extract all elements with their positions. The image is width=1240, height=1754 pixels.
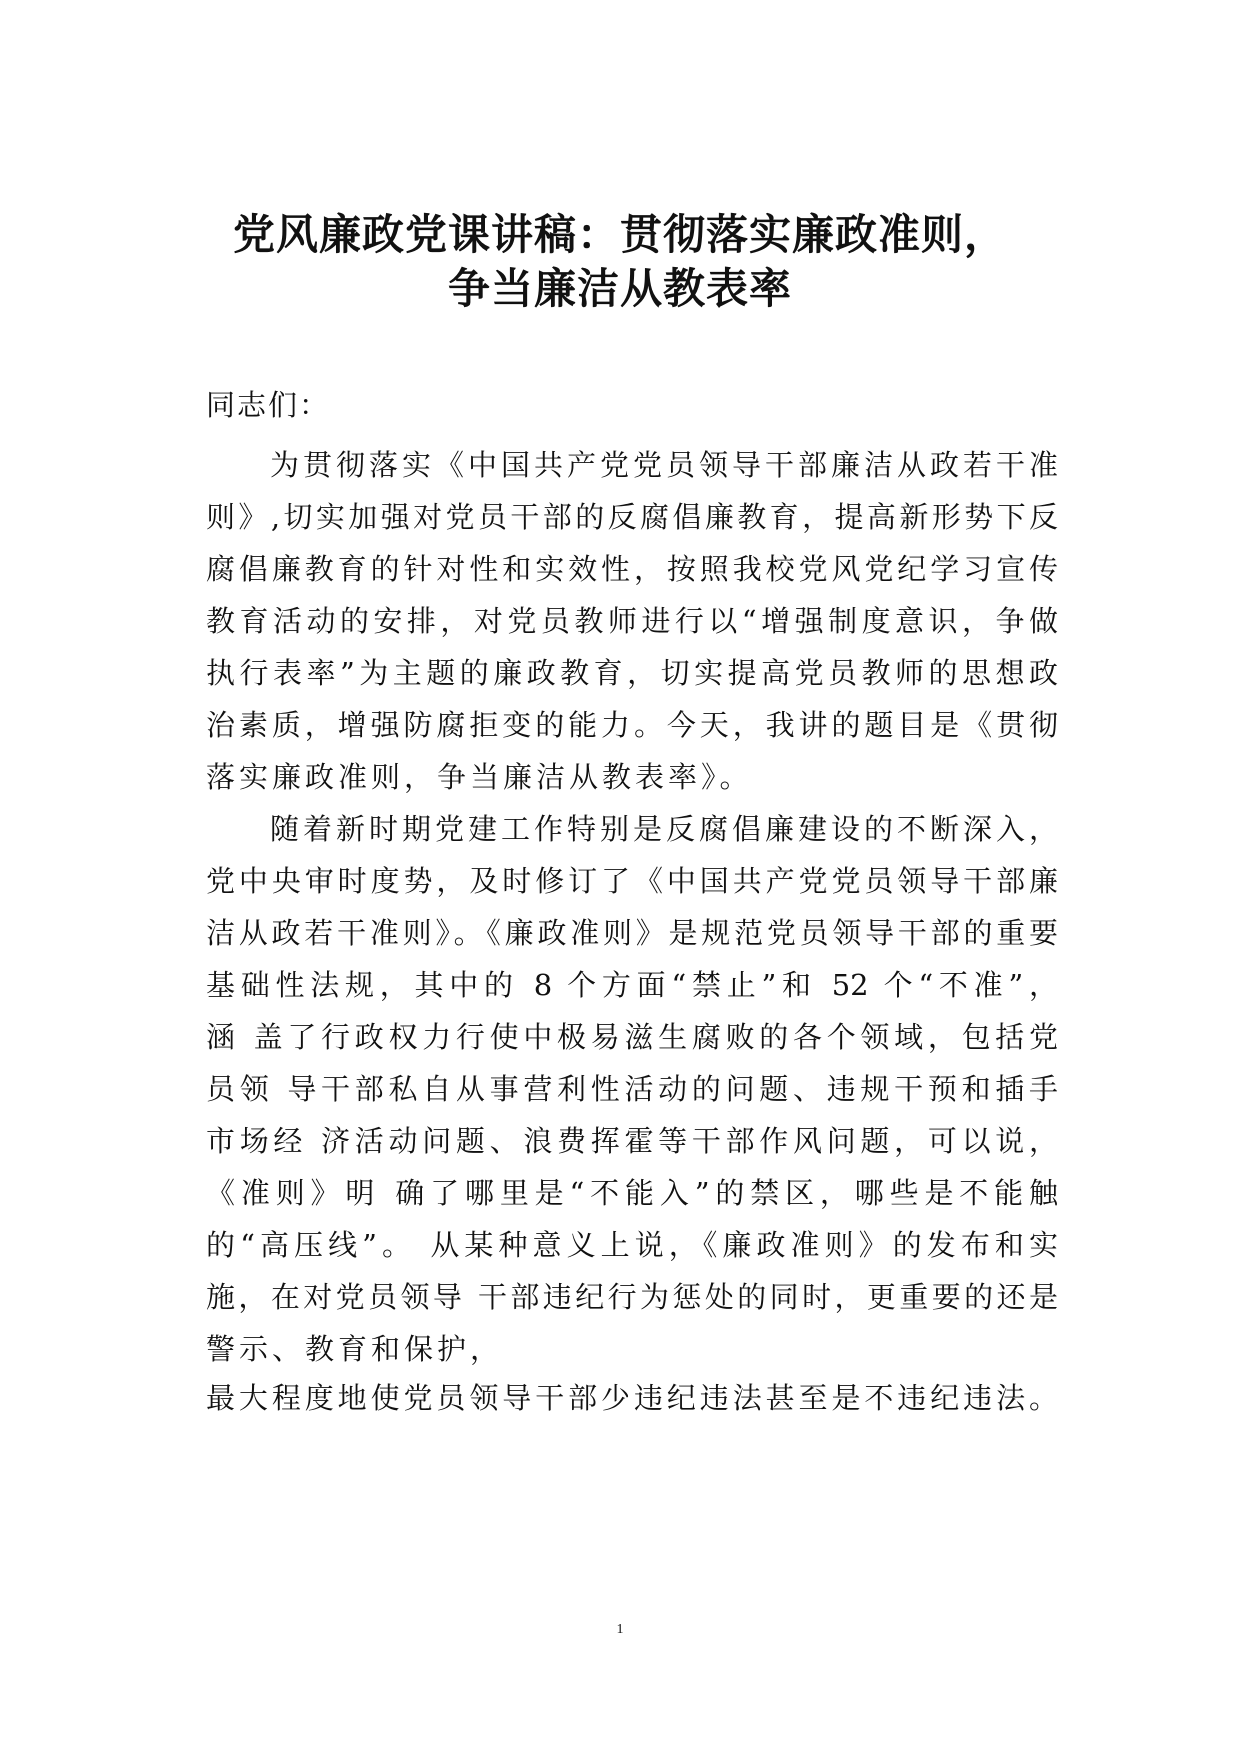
paragraph-line: 市场经 济活动问题、浪费挥霍等干部作风问题，可以说， — [206, 1124, 1058, 1158]
paragraph-line: 《准则》明 确了哪里是“不能入”的禁区，哪些是不能触 — [206, 1176, 1058, 1210]
paragraph-line: 洁从政若干准则》。《廉政准则》是规范党员领导干部的重要 — [206, 916, 1058, 950]
salutation: 同志们： — [206, 388, 331, 422]
document-title — [140, 208, 1100, 316]
paragraph-line: 腐倡廉教育的针对性和实效性，按照我校党风党纪学习宣传 — [206, 552, 1058, 586]
paragraph-line: 基础性法规，其中的 8 个方面“禁止”和 52 个“不准”， — [206, 968, 1058, 1002]
paragraph-line: 落实廉政准则，争当廉洁从教表率》。 — [206, 760, 753, 794]
paragraph-line: 执行表率”为主题的廉政教育，切实提高党员教师的思想政 — [206, 656, 1058, 690]
paragraph-line: 治素质，增强防腐拒变的能力。今天，我讲的题目是《贯彻 — [206, 708, 1058, 742]
paragraph-line: 随着新时期党建工作特别是反腐倡廉建设的不断深入， — [270, 812, 1058, 846]
paragraph-line: 涵 盖了行政权力行使中极易滋生腐败的各个领域，包括党 — [206, 1020, 1058, 1054]
paragraph-line: 党中央审时度势，及时修订了《中国共产党党员领导干部廉 — [206, 864, 1058, 898]
page-number: 1 — [616, 1622, 624, 1637]
paragraph-line: 员领 导干部私自从事营利性活动的问题、违规干预和插手 — [206, 1072, 1058, 1106]
paragraph-line: 的“高压线”。 从某种意义上说，《廉政准则》的发布和实 — [206, 1228, 1058, 1262]
paragraph-line: 警示、教育和保护， — [206, 1332, 504, 1366]
paragraph-line: 为贯彻落实《中国共产党党员领导干部廉洁从政若干准 — [270, 448, 1058, 482]
paragraph-line: 则》,切实加强对党员干部的反腐倡廉教育，提高新形势下反 — [206, 500, 1058, 534]
paragraph-line: 最大程度地使党员领导干部少违纪违法甚至是不违纪违法。 — [206, 1381, 1058, 1415]
paragraph-line: 教育活动的安排，对党员教师进行以“增强制度意识，争做 — [206, 604, 1058, 638]
paragraph-line: 施，在对党员领导 干部违纪行为惩处的同时，更重要的还是 — [206, 1280, 1058, 1314]
title-line: 党风廉政党课讲稿：贯彻落实廉政准则， — [232, 210, 1007, 259]
title-line: 争当廉洁从教表率 — [447, 264, 792, 313]
